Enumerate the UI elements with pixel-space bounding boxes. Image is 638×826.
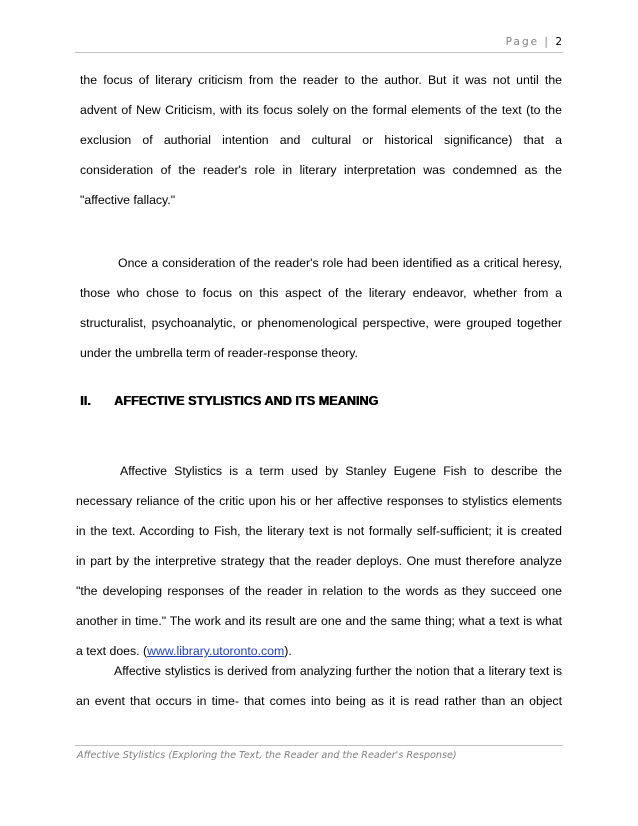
- footer-rule: [75, 745, 563, 746]
- text-line: Affective Stylistics is a term used by Stanley Eugene Fish to describe the: [120, 464, 562, 478]
- text-line: those who chose to focus on this aspect of the literary endeavor, whether from a: [80, 286, 562, 300]
- text-line: "affective fallacy.": [80, 193, 176, 207]
- text-line: advent of New Criticism, with its focus solely on the formal elements of the text (to the: [80, 103, 562, 117]
- paragraph-3: [76, 456, 562, 666]
- page-separator: |: [539, 36, 556, 48]
- link-suffix: ).: [284, 644, 292, 658]
- library-link[interactable]: www.library.utoronto.com: [147, 644, 285, 658]
- text-line: "the developing responses of the reader in relation to the words as they succeed one: [76, 584, 562, 598]
- text-line: the focus of literary criticism from the reader to the author. But it was not until the: [80, 73, 562, 87]
- text-line: Affective stylistics is derived from analyzing further the notion that a literary text is: [114, 664, 562, 678]
- text-line: exclusion of authorial intention and cultural or historical significance) that a: [80, 133, 562, 147]
- page-number: 2: [555, 36, 562, 48]
- text-line: in the text. According to Fish, the literary text is not formally self-sufficient; it is created: [76, 524, 562, 538]
- page-footer: Affective Stylistics (Exploring the Text, the Reader and the Reader's Response): [77, 750, 457, 761]
- paragraph-2: [80, 248, 562, 368]
- section-title: AFFECTIVE STYLISTICS AND ITS MEANING: [114, 394, 379, 408]
- text-line: under the umbrella term of reader-response theory.: [80, 346, 358, 360]
- section-numeral: II.: [80, 394, 91, 408]
- header-rule: [75, 52, 563, 53]
- text-line: consideration of the reader's role in literary interpretation was condemned as the: [80, 163, 562, 177]
- text-line: necessary reliance of the critic upon his or her affective responses to stylistics elements: [76, 494, 562, 508]
- page-label: Page: [505, 36, 540, 48]
- paragraph-1: [80, 65, 562, 215]
- link-prefix: a text does. (: [76, 644, 148, 658]
- page-header: [506, 36, 562, 48]
- text-line: Once a consideration of the reader's role had been identified as a critical heresy,: [118, 256, 562, 270]
- paragraph-4: [76, 656, 562, 716]
- text-line: an event that occurs in time- that comes into being as it is read rather than an object: [76, 694, 562, 708]
- text-line: another in time." The work and its result are one and the same thing; what a text is what: [76, 614, 562, 628]
- text-line: in part by the interpretive strategy that the reader deploys. One must therefore analyze: [76, 554, 562, 568]
- text-line: structuralist, psychoanalytic, or phenomenological perspective, were grouped together: [80, 316, 562, 330]
- section-heading: [80, 394, 378, 408]
